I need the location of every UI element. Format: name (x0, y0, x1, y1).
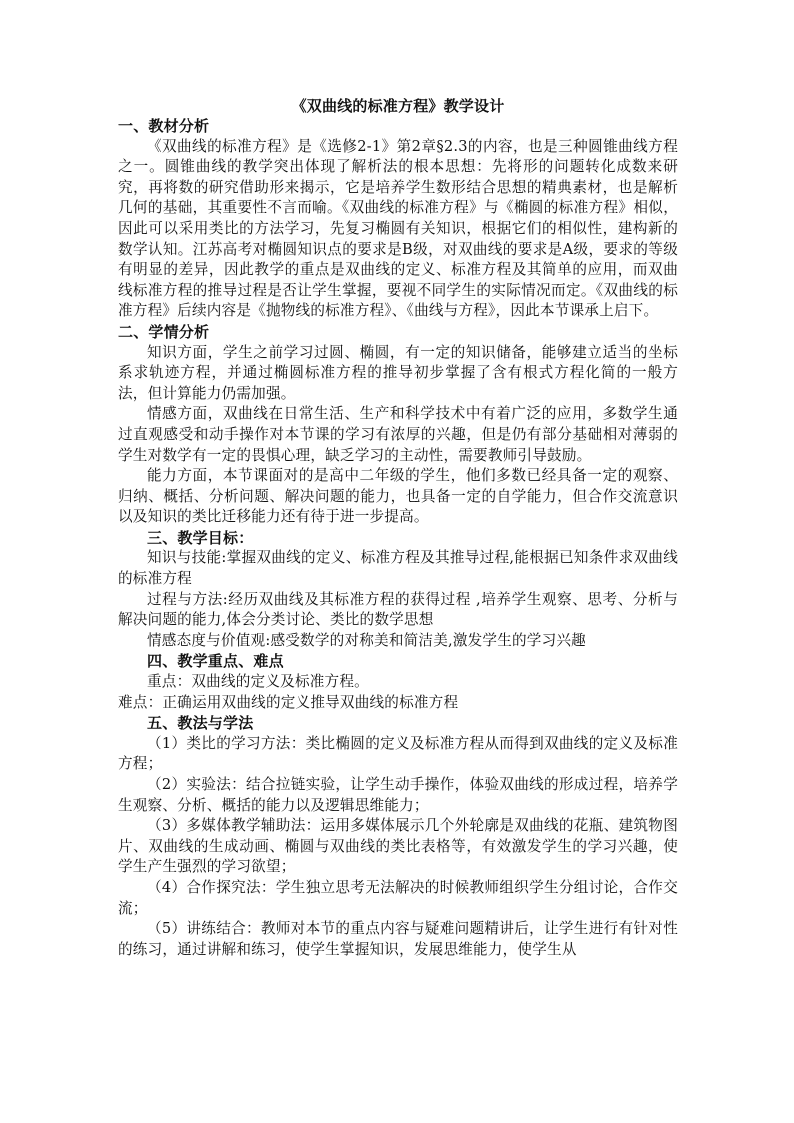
paragraph-goal-knowledge: 知识与技能:掌握双曲线的定义、标准方程及其推导过程,能根据已知条件求双曲线的标准方程 (118, 549, 678, 588)
document-page (118, 96, 678, 960)
paragraph-goal-emotion: 情感态度与价值观:感受数学的对称美和简洁美,激发学生的学习兴趣 (147, 631, 586, 649)
section-heading-teaching-goals: 三、教学目标： (147, 528, 254, 547)
paragraph-difficulty: 难点：正确运用双曲线的定义推导双曲线的标准方程 (118, 693, 459, 711)
paragraph-textbook-analysis: 《双曲线的标准方程》是《选修2-1》第2章§2.3的内容，也是三种圆锥曲线方程之一。圆锥曲线的教学突出体现了解析法的根本思想：先将形的问题转化成数来研究，再将数的研究借助形来揭示，它是培养学生数形结合思想的精典素材，也是解析几何的基础，其重要性不言而喻。《双曲线的标准方程》与《椭圆的标准方程》相似，因此可以采用类比的方法学习，先复习椭圆有关知识，根据它们的相似性，建构新的数学认知。江苏高考对椭圆知识点的要求是B级，对双曲线的要求是A级，要求的等级有明显的差异，因此教学的重点是双曲线的定义、标准方程及其简单的应用，而双曲线标准方程的推导过程是否让学生掌握，要视不同学生的实际情况而定。《双曲线的标准方程》后续内容是《抛物线的标准方程》、《曲线与方程》，因此本节课承上启下。 (118, 137, 678, 320)
section-heading-methods: 五、教法与学法 (147, 714, 254, 733)
paragraph-ability: 能力方面，本节课面对的是高中二年级的学生，他们多数已经具备一定的观察、归纳、概括、分析问题、解决问题的能力，也具备一定的自学能力，但合作交流意识以及知识的类比迁移能力还有待于进一步提高。 (118, 467, 678, 526)
paragraph-emotion: 情感方面，双曲线在日常生活、生产和科学技术中有着广泛的应用，多数学生通过直观感受和动手操作对本节课的学习有浓厚的兴趣，但是仍有部分基础相对薄弱的学生对数学有一定的畏惧心理，缺乏学习的主动性，需要教师引导鼓励。 (118, 405, 678, 464)
list-item-method-3: （3）多媒体教学辅助法：运用多媒体展示几个外轮廓是双曲线的花瓶、建筑物图片、双曲线的生成动画、椭圆与双曲线的类比表格等，有效激发学生的学习兴趣，使学生产生强烈的学习欲望； (118, 817, 678, 876)
paragraph-knowledge: 知识方面，学生之前学习过圆、椭圆，有一定的知识储备，能够建立适当的坐标系求轨迹方程，并通过椭圆标准方程的推导初步掌握了含有根式方程化简的一般方法，但计算能力仍需加强。 (118, 343, 678, 402)
list-item-method-4: （4）合作探究法：学生独立思考无法解决的时候教师组织学生分组讨论，合作交流； (118, 878, 678, 917)
document-title: 《双曲线的标准方程》教学设计 (291, 97, 505, 115)
paragraph-key-point: 重点：双曲线的定义及标准方程。 (147, 673, 369, 691)
section-heading-textbook-analysis: 一、教材分析 (118, 117, 210, 135)
section-heading-student-analysis: 二、学情分析 (118, 322, 210, 341)
paragraph-goal-process: 过程与方法:经历双曲线及其标准方程的获得过程 ,培养学生观察、思考、分析与解决问题的能力,体会分类讨论、类比的数学思想 (118, 590, 678, 629)
list-item-method-2: （2）实验法：结合拉链实验，让学生动手操作，体验双曲线的形成过程，培养学生观察、分析、概括的能力以及逻辑思维能力； (118, 776, 678, 814)
section-heading-key-points: 四、教学重点、难点 (147, 652, 284, 671)
list-item-method-1: （1）类比的学习方法：类比椭圆的定义及标准方程从而得到双曲线的定义及标准方程； (118, 734, 678, 773)
list-item-method-5: （5）讲练结合：教师对本节的重点内容与疑难问题精讲后，让学生进行有针对性的练习，通过讲解和练习，使学生掌握知识，发展思维能力，使学生从 (118, 920, 678, 958)
